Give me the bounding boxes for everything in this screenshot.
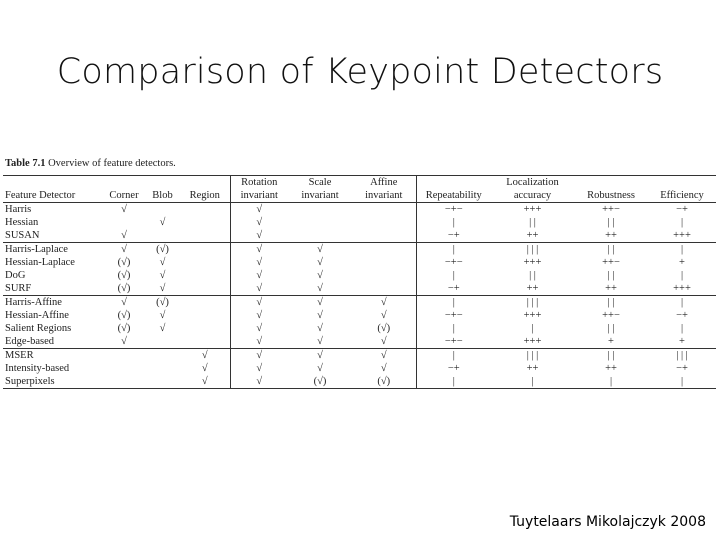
table-cell: [103, 375, 145, 389]
column-header: [145, 176, 180, 190]
table-cell: −+−: [416, 309, 491, 322]
table-cell: √: [230, 322, 288, 335]
table-cell: | |: [607, 270, 615, 281]
table-cell: √: [159, 310, 166, 321]
table-cell: [288, 216, 352, 229]
detector-group: [3, 203, 716, 243]
table-cell: |: [416, 375, 491, 389]
table-cell: √: [380, 363, 387, 374]
table-cell: | |: [607, 323, 615, 334]
table-cell: [103, 216, 145, 229]
table-cell: +: [679, 257, 685, 268]
detector-name-cell: Hessian-Laplace: [5, 257, 75, 268]
table-cell: [352, 229, 416, 243]
table-cell: [145, 229, 180, 243]
table-cell: √: [380, 350, 387, 361]
slide-credit: Tuytelaars Mikolajczyk 2008: [509, 514, 706, 530]
table-cell: √: [121, 297, 127, 308]
table-cell: +++: [673, 230, 691, 241]
feature-detector-table: [3, 175, 716, 389]
table-row: [3, 229, 716, 243]
table-cell: √: [230, 335, 288, 349]
header-row-top: [3, 176, 716, 190]
table-cell: √: [159, 270, 166, 281]
table-cell: √: [230, 243, 288, 257]
table-row: [3, 269, 716, 282]
table-row: [3, 296, 716, 310]
column-header: Affine: [370, 177, 398, 188]
table-cell: | |: [529, 270, 536, 281]
table-cell: [352, 282, 416, 296]
table-cell: √: [121, 230, 127, 241]
detector-name-cell: Superpixels: [5, 376, 55, 387]
table-cell: | |: [529, 217, 536, 228]
table-cell: [180, 216, 230, 229]
detector-name-cell: DoG: [5, 270, 26, 281]
table-cell: √: [317, 297, 323, 308]
table-cell: √: [230, 309, 288, 322]
detector-name-cell: SUSAN: [5, 230, 40, 241]
table-cell: (√): [313, 376, 327, 387]
column-header: invariant: [230, 189, 288, 203]
table-cell: [145, 349, 180, 363]
table-cell: √: [230, 229, 288, 243]
table-cell: −+: [676, 204, 688, 215]
detector-group: [3, 243, 716, 296]
table-cell: [180, 269, 230, 282]
table-cell: √: [230, 296, 288, 310]
detector-name-cell: MSER: [5, 350, 34, 361]
table-cell: −+: [676, 363, 688, 374]
table-cell: ++−: [602, 257, 620, 268]
table-cell: |: [416, 269, 491, 282]
header-row-bottom: [3, 189, 716, 203]
table-cell: | | |: [526, 297, 539, 308]
column-header: [180, 176, 230, 190]
table-cell: |: [680, 217, 684, 228]
table-cell: √: [159, 323, 166, 334]
table-cell: |: [416, 216, 491, 229]
table-cell: [180, 229, 230, 243]
table-cell: ++: [526, 283, 539, 294]
table-cell: −+: [416, 362, 491, 375]
table-cell: |: [531, 376, 534, 387]
detector-group: [3, 349, 716, 389]
table-row: [3, 216, 716, 229]
table-cell: | | |: [526, 350, 539, 361]
table-cell: [180, 282, 230, 296]
table-cell: [145, 362, 180, 375]
table-cell: √: [201, 363, 208, 374]
table-cell: −+−: [416, 256, 491, 269]
table-cell: √: [317, 310, 323, 321]
table-cell: [180, 335, 230, 349]
table-cell: ++: [526, 230, 539, 241]
table-cell: √: [317, 257, 323, 268]
table-cell: | |: [607, 244, 615, 255]
table-cell: −+: [676, 310, 688, 321]
table-cell: [103, 349, 145, 363]
table-row: [3, 335, 716, 349]
table-cell: −+: [416, 282, 491, 296]
table-cell: [145, 375, 180, 389]
table-caption: [5, 158, 176, 169]
table-cell: |: [680, 297, 684, 308]
table-cell: [145, 203, 180, 217]
table-cell: |: [416, 349, 491, 363]
column-header: Repeatability: [416, 189, 491, 203]
table-row: [3, 243, 716, 257]
table-cell: (√): [117, 270, 131, 281]
table-cell: |: [680, 323, 684, 334]
column-header: [648, 176, 716, 190]
table-cell: (√): [117, 283, 131, 294]
table-cell: +++: [523, 204, 542, 215]
table-cell: |: [609, 376, 613, 387]
detector-name-cell: Hessian-Affine: [5, 310, 69, 321]
table-cell: √: [159, 257, 166, 268]
table-cell: √: [159, 283, 166, 294]
table-cell: | |: [607, 297, 615, 308]
table-cell: √: [201, 350, 208, 361]
table-cell: | | |: [676, 350, 688, 361]
table-row: [3, 282, 716, 296]
table-cell: ++−: [602, 204, 620, 215]
table-cell: +++: [523, 257, 542, 268]
table-cell: [180, 256, 230, 269]
table-cell: [352, 256, 416, 269]
column-header: [416, 176, 491, 190]
column-header: Scale: [308, 177, 332, 188]
column-header: invariant: [352, 189, 416, 203]
table-cell: √: [230, 256, 288, 269]
table-cell: |: [680, 270, 684, 281]
table-cell: |: [680, 244, 684, 255]
slide-title: Comparison of Keypoint Detectors: [56, 52, 664, 92]
table-cell: √: [380, 297, 387, 308]
column-header: Rotation: [230, 176, 288, 190]
table-row: [3, 362, 716, 375]
table-cell: √: [230, 349, 288, 363]
table-cell: +++: [523, 310, 542, 321]
table-cell: −+−: [416, 203, 491, 217]
table-caption-label: Table 7.1: [5, 158, 46, 169]
column-header: [103, 176, 145, 190]
table-row: [3, 256, 716, 269]
table-cell: √: [317, 323, 323, 334]
detector-name-cell: Harris: [5, 204, 32, 215]
table-cell: [180, 309, 230, 322]
table-row: [3, 322, 716, 335]
table-cell: |: [680, 376, 684, 387]
table-caption-text: Overview of feature detectors.: [48, 158, 176, 169]
table-cell: [180, 296, 230, 310]
detector-name-cell: Hessian: [5, 217, 39, 228]
table-cell: |: [531, 323, 534, 334]
table-header: [3, 176, 716, 203]
table-cell: (√): [117, 310, 131, 321]
table-cell: (√): [377, 323, 391, 334]
table-cell: √: [380, 336, 387, 347]
table-cell: √: [317, 270, 323, 281]
table-cell: [352, 243, 416, 257]
table-row: [3, 375, 716, 389]
table-cell: √: [230, 282, 288, 296]
table-cell: √: [230, 269, 288, 282]
detector-name-cell: Edge-based: [5, 336, 54, 347]
table-cell: √: [201, 376, 208, 387]
detector-name-cell: Harris-Affine: [5, 297, 62, 308]
table-cell: √: [380, 310, 387, 321]
table-row: [3, 203, 716, 217]
table-cell: [103, 362, 145, 375]
table-cell: (√): [377, 376, 391, 387]
column-header: Feature Detector: [3, 189, 103, 203]
table-cell: [288, 229, 352, 243]
column-header: Region: [180, 189, 230, 203]
table-cell: | |: [607, 217, 615, 228]
table-cell: √: [317, 350, 323, 361]
table-row: [3, 349, 716, 363]
column-header: invariant: [288, 189, 352, 203]
table-cell: √: [121, 244, 127, 255]
table-cell: √: [230, 203, 288, 217]
table-cell: +: [608, 336, 614, 347]
column-header: [574, 176, 648, 190]
table-cell: [352, 269, 416, 282]
table-cell: |: [416, 322, 491, 335]
table-cell: (√): [117, 323, 131, 334]
table-cell: [288, 203, 352, 217]
table-cell: [352, 203, 416, 217]
table-cell: [180, 243, 230, 257]
table-cell: √: [230, 362, 288, 375]
table-cell: −+: [416, 229, 491, 243]
table-cell: √: [317, 244, 323, 255]
column-header: Efficiency: [648, 189, 716, 203]
table-cell: +: [679, 336, 685, 347]
table-cell: ++: [605, 283, 617, 294]
table-cell: (√): [156, 244, 169, 255]
table-cell: [352, 216, 416, 229]
column-header: [3, 176, 103, 190]
detector-name-cell: Intensity-based: [5, 363, 70, 374]
column-header: accuracy: [491, 189, 574, 203]
column-header: Corner: [103, 189, 145, 203]
table-cell: (√): [156, 297, 169, 308]
table-cell: [180, 322, 230, 335]
table-cell: [145, 335, 180, 349]
detector-name-cell: Salient Regions: [5, 323, 72, 334]
column-header: Localization: [506, 177, 559, 188]
table-cell: −+−: [416, 335, 491, 349]
table-cell: +++: [523, 336, 542, 347]
table-cell: √: [317, 363, 323, 374]
column-header: Robustness: [574, 189, 648, 203]
table-cell: ++: [605, 230, 617, 241]
table-cell: |: [416, 296, 491, 310]
table-cell: √: [317, 283, 323, 294]
table-cell: ++−: [602, 310, 620, 321]
table-cell: √: [121, 204, 127, 215]
table-cell: | | |: [526, 244, 539, 255]
table-cell: | |: [607, 350, 615, 361]
detector-name-cell: Harris-Laplace: [5, 244, 68, 255]
table-cell: √: [159, 217, 166, 228]
table-cell: ++: [605, 363, 617, 374]
table-cell: √: [230, 216, 288, 229]
table-cell: (√): [117, 257, 131, 268]
table-cell: +++: [673, 283, 691, 294]
table-cell: ++: [526, 363, 539, 374]
detector-name-cell: SURF: [5, 283, 32, 294]
table-cell: √: [121, 336, 127, 347]
column-header: Blob: [145, 189, 180, 203]
table-cell: √: [317, 336, 323, 347]
table-row: [3, 309, 716, 322]
table-cell: √: [230, 375, 288, 389]
detector-group: [3, 296, 716, 349]
table-cell: [180, 203, 230, 217]
table-cell: |: [416, 243, 491, 257]
